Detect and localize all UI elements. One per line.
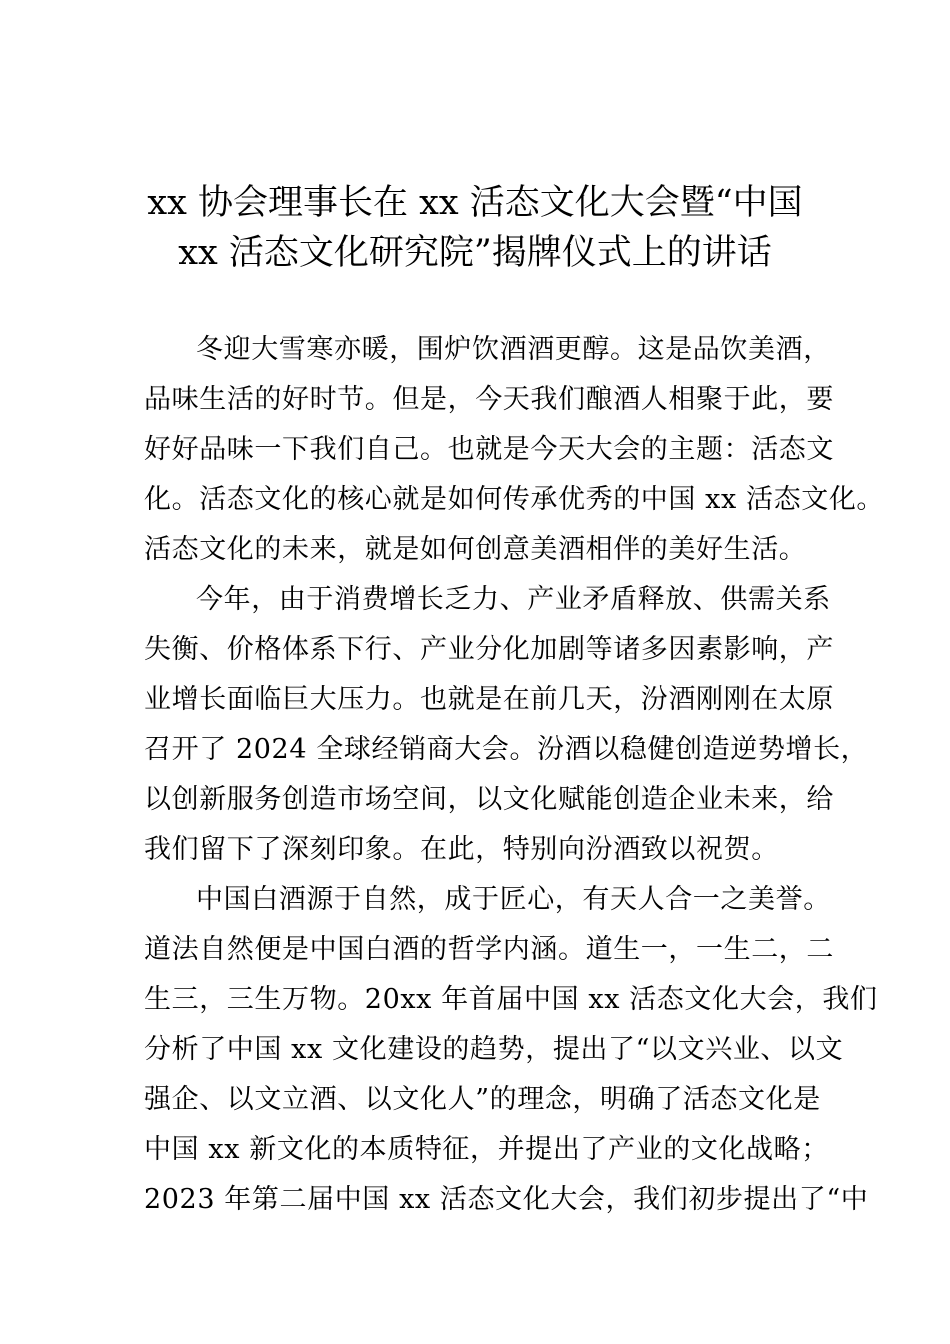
paragraph-1-line-2: 品味生活的好时节。但是，今天我们酿酒人相聚于此，要 — [144, 384, 834, 415]
paragraph-2-line-4: 召开了 2024 全球经销商大会。汾酒以稳健创造逆势增长， — [144, 734, 869, 765]
paragraph-2-line-1: 今年，由于消费增长乏力、产业矛盾释放、供需关系 — [196, 584, 831, 615]
paragraph-3-line-4: 分析了中国 xx 文化建设的趋势，提出了“以文兴业、以文 — [144, 1034, 844, 1065]
paragraph-1-line-3: 好好品味一下我们自己。也就是今天大会的主题：活态文 — [144, 434, 834, 465]
paragraph-1-line-1: 冬迎大雪寒亦暖，围炉饮酒酒更醇。这是品饮美酒， — [196, 334, 831, 365]
paragraph-3-line-7: 2023 年第二届中国 xx 活态文化大会，我们初步提出了“中 — [144, 1184, 869, 1215]
paragraph-3-line-2: 道法自然便是中国白酒的哲学内涵。道生一，一生二，二 — [144, 934, 834, 965]
title-line-1: xx 协会理事长在 xx 活态文化大会暨“中国 — [147, 183, 803, 223]
paragraph-2-line-5: 以创新服务创造市场空间，以文化赋能创造企业未来，给 — [144, 784, 834, 815]
paragraph-1-line-4: 化。活态文化的核心就是如何传承优秀的中国 xx 活态文化。 — [144, 484, 885, 515]
paragraph-3-line-3: 生三，三生万物。20xx 年首届中国 xx 活态文化大会，我们 — [144, 984, 878, 1015]
paragraph-2-line-6: 我们留下了深刻印象。在此，特别向汾酒致以祝贺。 — [144, 834, 779, 865]
paragraph-2-line-2: 失衡、价格体系下行、产业分化加剧等诸多因素影响，产 — [144, 634, 834, 665]
paragraph-3-line-1: 中国白酒源于自然，成于匠心，有天人合一之美誉。 — [196, 884, 831, 915]
title-line-2: xx 活态文化研究院”揭牌仪式上的讲话 — [178, 233, 772, 273]
paragraph-1-line-5: 活态文化的未来，就是如何创意美酒相伴的美好生活。 — [144, 534, 807, 565]
paragraph-2-line-3: 业增长面临巨大压力。也就是在前几天，汾酒刚刚在太原 — [144, 684, 834, 715]
document-body — [144, 325, 885, 1225]
document-title — [120, 178, 830, 278]
paragraph-3-line-6: 中国 xx 新文化的本质特征，并提出了产业的文化战略； — [144, 1134, 829, 1165]
paragraph-3-line-5: 强企、以文立酒、以文化人”的理念，明确了活态文化是 — [144, 1084, 821, 1115]
